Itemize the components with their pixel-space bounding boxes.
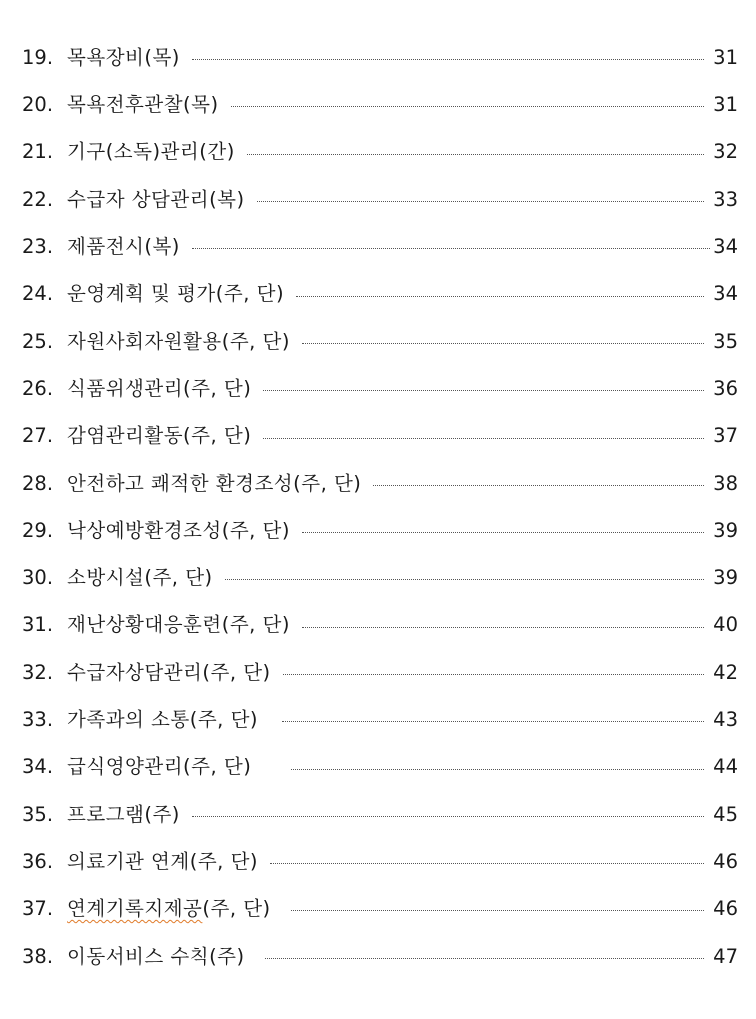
toc-entry-page: 37	[713, 424, 738, 448]
toc-entry-title: 감염관리활동(주, 단)	[67, 424, 252, 448]
toc-entry-title-suffix: (주, 단)	[202, 897, 271, 921]
toc-entry-title: 안전하고 쾌적한 환경조성(주, 단)	[67, 471, 362, 495]
toc-entry-title: 제품전시(복)	[67, 235, 180, 259]
dot-leader	[291, 910, 704, 911]
toc-entry-number: 33.	[22, 708, 54, 732]
dot-leader	[291, 769, 704, 770]
toc-entry-37	[22, 885, 738, 932]
toc-entry-number: 19.	[22, 45, 54, 69]
toc-entry-number: 28.	[22, 471, 54, 495]
toc-entry-31	[22, 602, 738, 649]
toc-entry-title: 식품위생관리(주, 단)	[67, 376, 252, 400]
toc-entry-number: 22.	[22, 187, 54, 211]
toc-entry-title: 자원사회자원활용(주, 단)	[67, 329, 290, 353]
dot-leader	[265, 958, 704, 959]
toc-entry-page: 40	[713, 613, 738, 637]
toc-entry-title: 목욕장비(목)	[67, 45, 180, 69]
toc-entry-title: 기구(소독)관리(간)	[67, 140, 235, 164]
toc-entry-title: 프로그램(주)	[67, 802, 180, 826]
toc-entry-33	[22, 696, 738, 743]
toc-entry-page: 47	[713, 944, 738, 968]
dot-leader	[270, 863, 704, 864]
toc-entry-page: 34	[713, 282, 738, 306]
toc-entry-title: 이동서비스 수칙(주)	[67, 944, 245, 968]
dot-leader	[296, 296, 704, 297]
toc-entry-19	[22, 34, 738, 81]
toc-entry-26	[22, 365, 738, 412]
toc-entry-page: 38	[713, 471, 738, 495]
toc-entry-number: 24.	[22, 282, 54, 306]
toc-entry-page: 43	[713, 708, 738, 732]
spellcheck-underlined-text: 연계기록지제공	[67, 897, 203, 921]
toc-entry-title: 재난상황대응훈련(주, 단)	[67, 613, 290, 637]
toc-entry-number: 38.	[22, 944, 54, 968]
toc-entry-page: 42	[713, 660, 738, 684]
dot-leader	[225, 579, 704, 580]
toc-entry-38	[22, 933, 738, 980]
toc-entry-34	[22, 743, 738, 790]
toc-entry-number: 20.	[22, 93, 54, 117]
toc-entry-page: 31	[713, 45, 738, 69]
toc-entry-page: 39	[713, 566, 738, 590]
dot-leader	[257, 201, 704, 202]
dot-leader	[373, 485, 704, 486]
dot-leader	[192, 59, 704, 60]
toc-entry-page: 35	[713, 329, 738, 353]
toc-entry-20	[22, 81, 738, 128]
toc-entry-number: 25.	[22, 329, 54, 353]
toc-entry-title: 급식영양관리(주, 단)	[67, 755, 252, 779]
toc-entry-page: 33	[713, 187, 738, 211]
toc-entry-number: 30.	[22, 566, 54, 590]
dot-leader	[302, 627, 704, 628]
toc-entry-32	[22, 649, 738, 696]
toc-entry-title: 운영계획 및 평가(주, 단)	[67, 282, 285, 306]
toc-entry-22	[22, 176, 738, 223]
table-of-contents	[22, 34, 738, 980]
toc-entry-number: 34.	[22, 755, 54, 779]
toc-entry-title: 소방시설(주, 단)	[67, 566, 213, 590]
dot-leader	[192, 816, 704, 817]
toc-entry-title: 의료기관 연계(주, 단)	[67, 849, 259, 873]
toc-entry-page: 32	[713, 140, 738, 164]
dot-leader	[192, 248, 710, 249]
dot-leader	[231, 106, 704, 107]
dot-leader	[283, 674, 704, 675]
toc-entry-page: 31	[713, 93, 738, 117]
toc-entry-number: 21.	[22, 140, 54, 164]
toc-entry-number: 26.	[22, 376, 54, 400]
dot-leader	[302, 343, 704, 344]
dot-leader	[263, 390, 704, 391]
toc-entry-23	[22, 223, 738, 270]
dot-leader	[302, 532, 704, 533]
toc-entry-number: 37.	[22, 897, 54, 921]
toc-entry-title	[67, 899, 271, 919]
toc-entry-title: 수급자 상담관리(복)	[67, 187, 245, 211]
toc-entry-title: 목욕전후관찰(목)	[67, 93, 219, 117]
toc-entry-24	[22, 270, 738, 317]
dot-leader	[263, 438, 704, 439]
toc-entry-title: 수급자상담관리(주, 단)	[67, 660, 271, 684]
toc-entry-30	[22, 554, 738, 601]
toc-entry-number: 35.	[22, 802, 54, 826]
toc-entry-number: 27.	[22, 424, 54, 448]
toc-entry-page: 34	[713, 235, 738, 259]
toc-entry-number: 32.	[22, 660, 54, 684]
toc-entry-35	[22, 791, 738, 838]
toc-entry-36	[22, 838, 738, 885]
toc-entry-29	[22, 507, 738, 554]
toc-entry-page: 46	[713, 897, 738, 921]
toc-entry-title: 낙상예방환경조성(주, 단)	[67, 518, 290, 542]
toc-entry-number: 23.	[22, 235, 54, 259]
toc-entry-27	[22, 412, 738, 459]
dot-leader	[247, 154, 704, 155]
toc-entry-25	[22, 318, 738, 365]
toc-entry-title: 가족과의 소통(주, 단)	[67, 708, 259, 732]
toc-entry-number: 31.	[22, 613, 54, 637]
toc-entry-page: 46	[713, 849, 738, 873]
toc-entry-page: 44	[713, 755, 738, 779]
toc-entry-page: 39	[713, 518, 738, 542]
toc-entry-page: 45	[713, 802, 738, 826]
toc-entry-number: 36.	[22, 849, 54, 873]
dot-leader	[282, 721, 704, 722]
toc-entry-28	[22, 460, 738, 507]
toc-entry-21	[22, 129, 738, 176]
toc-entry-number: 29.	[22, 518, 54, 542]
toc-entry-page: 36	[713, 376, 738, 400]
